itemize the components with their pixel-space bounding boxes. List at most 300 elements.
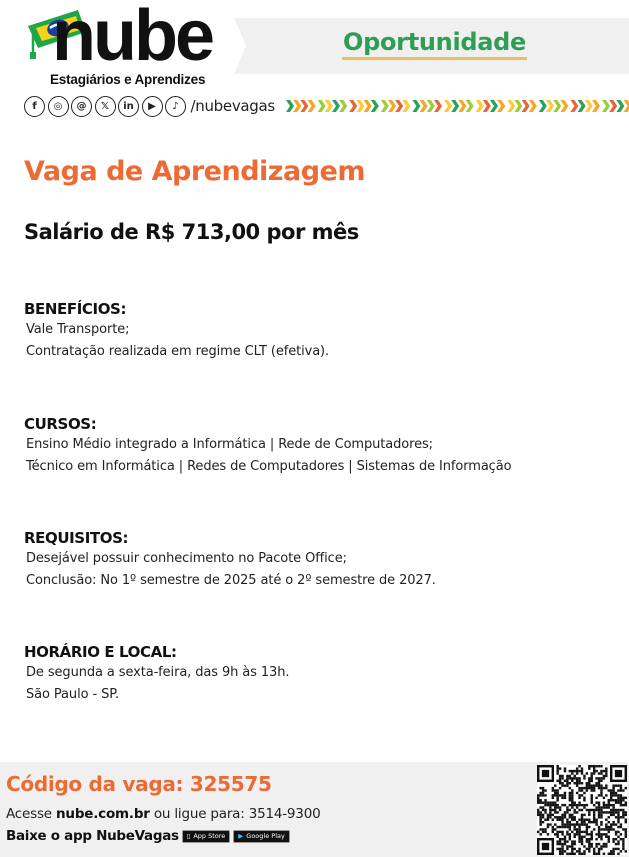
qr-module	[583, 823, 585, 825]
qr-module	[600, 836, 602, 838]
qr-module	[581, 814, 583, 816]
qr-module	[576, 828, 578, 830]
social-handle[interactable]: /nubevagas	[190, 97, 275, 115]
qr-module	[615, 801, 617, 803]
qr-module	[612, 806, 614, 808]
qr-module	[537, 801, 539, 803]
qr-module	[610, 814, 612, 816]
qr-module	[600, 848, 602, 850]
facebook-icon[interactable]: f	[24, 96, 45, 117]
qr-module	[591, 833, 593, 835]
qr-module	[581, 816, 583, 818]
qr-module	[617, 819, 619, 821]
qr-module	[620, 804, 622, 806]
qr-module	[578, 836, 580, 838]
qr-module	[573, 816, 575, 818]
qr-module	[564, 838, 566, 840]
access-info	[6, 806, 320, 822]
qr-module	[552, 831, 554, 833]
chevron-mark	[466, 100, 474, 112]
qr-module	[552, 809, 554, 811]
qr-module	[583, 821, 585, 823]
qr-module	[598, 853, 600, 855]
qr-module	[571, 823, 573, 825]
section-title: BENEFÍCIOS:	[24, 300, 127, 318]
qr-module	[586, 804, 588, 806]
qr-module	[625, 833, 627, 835]
qr-module	[615, 794, 617, 796]
qr-module	[578, 782, 580, 784]
chevron-mark	[592, 100, 600, 112]
chevron-mark	[451, 100, 459, 112]
qr-module	[559, 777, 561, 779]
qr-module	[554, 811, 556, 813]
qr-module	[552, 814, 554, 816]
qr-module	[559, 787, 561, 789]
qr-module	[539, 821, 541, 823]
qr-module	[578, 770, 580, 772]
qr-module	[605, 826, 607, 828]
qr-module	[554, 804, 556, 806]
qr-module	[539, 833, 541, 835]
qr-module	[598, 784, 600, 786]
qr-module	[554, 806, 556, 808]
qr-module	[569, 797, 571, 799]
qr-module	[595, 838, 597, 840]
qr-module	[564, 770, 566, 772]
qr-module	[593, 850, 595, 852]
qr-module	[571, 816, 573, 818]
qr-module	[561, 797, 563, 799]
chevron-mark	[286, 100, 294, 112]
qr-module	[583, 777, 585, 779]
qr-module	[625, 819, 627, 821]
qr-module	[578, 804, 580, 806]
qr-module	[549, 823, 551, 825]
qr-module	[581, 853, 583, 855]
chevron-mark	[395, 100, 403, 112]
qr-module	[598, 780, 600, 782]
qr-module	[537, 799, 539, 801]
qr-module	[547, 833, 549, 835]
qr-module	[571, 814, 573, 816]
qr-module	[593, 789, 595, 791]
qr-module	[573, 843, 575, 845]
qr-module	[571, 780, 573, 782]
qr-module	[598, 848, 600, 850]
qr-module	[573, 782, 575, 784]
qr-module	[542, 806, 544, 808]
qr-module	[591, 789, 593, 791]
qr-module	[600, 838, 602, 840]
qr-module	[571, 797, 573, 799]
chevron-mark	[388, 100, 396, 112]
qr-module	[537, 831, 539, 833]
qr-module	[610, 823, 612, 825]
qr-module	[605, 784, 607, 786]
qr-module	[566, 784, 568, 786]
qr-module	[573, 770, 575, 772]
qr-module	[542, 821, 544, 823]
job-title: Vaga de Aprendizagem	[24, 156, 365, 187]
qr-module	[576, 767, 578, 769]
app-store-badge[interactable]	[182, 830, 231, 843]
qr-module	[547, 804, 549, 806]
qr-module	[552, 826, 554, 828]
qr-module	[566, 821, 568, 823]
section-title: REQUISITOS:	[24, 529, 129, 547]
qr-module	[598, 828, 600, 830]
qr-module	[586, 809, 588, 811]
qr-module	[581, 836, 583, 838]
qr-module	[625, 801, 627, 803]
qr-module	[569, 794, 571, 796]
qr-module	[576, 806, 578, 808]
chevron-mark	[522, 100, 530, 112]
qr-module	[573, 801, 575, 803]
qr-module	[603, 797, 605, 799]
qr-module	[564, 826, 566, 828]
qr-module	[552, 797, 554, 799]
qr-module	[595, 801, 597, 803]
qr-module	[561, 831, 563, 833]
qr-module	[620, 809, 622, 811]
chevron-stripe-decoration	[286, 98, 629, 114]
qr-module	[620, 833, 622, 835]
qr-module	[591, 845, 593, 847]
chevron-mark	[381, 100, 389, 112]
qr-module	[617, 809, 619, 811]
qr-module	[549, 816, 551, 818]
section-title: HORÁRIO E LOCAL:	[24, 643, 177, 661]
instagram-icon[interactable]: ◎	[48, 96, 69, 117]
qr-module	[559, 850, 561, 852]
chevron-mark	[293, 100, 301, 112]
qr-module	[539, 799, 541, 801]
qr-module	[608, 816, 610, 818]
qr-module	[576, 777, 578, 779]
qr-module	[576, 821, 578, 823]
qr-module	[595, 809, 597, 811]
qr-module	[544, 794, 546, 796]
qr-module	[605, 794, 607, 796]
linkedin-icon[interactable]: in	[118, 96, 139, 117]
qr-module	[578, 819, 580, 821]
section-benefits	[24, 299, 329, 363]
x-icon[interactable]: 𝕏	[95, 96, 116, 117]
qr-module	[615, 799, 617, 801]
qr-module	[595, 782, 597, 784]
qr-module	[571, 848, 573, 850]
qr-module	[564, 840, 566, 842]
qr-module	[593, 804, 595, 806]
qr-module	[573, 811, 575, 813]
qr-module	[573, 840, 575, 842]
qr-module	[552, 801, 554, 803]
qr-module	[591, 843, 593, 845]
qr-module	[564, 823, 566, 825]
site-link[interactable]: nube.com.br	[56, 806, 150, 822]
qr-module	[581, 823, 583, 825]
qr-code[interactable]	[537, 765, 627, 855]
qr-module	[571, 777, 573, 779]
chevron-mark	[412, 100, 420, 112]
qr-module	[605, 770, 607, 772]
qr-module	[591, 784, 593, 786]
youtube-icon[interactable]: ▶	[142, 96, 163, 117]
qr-module	[559, 816, 561, 818]
qr-module	[595, 843, 597, 845]
app-download	[6, 828, 290, 844]
qr-module	[561, 853, 563, 855]
qr-module	[612, 840, 614, 842]
qr-module	[610, 828, 612, 830]
qr-module	[571, 843, 573, 845]
qr-module	[569, 814, 571, 816]
qr-module	[625, 836, 627, 838]
qr-module	[620, 826, 622, 828]
qr-module	[573, 804, 575, 806]
qr-module	[588, 843, 590, 845]
qr-module	[593, 770, 595, 772]
qr-module	[588, 833, 590, 835]
qr-module	[578, 789, 580, 791]
app-store-label: App Store	[193, 832, 226, 840]
qr-module	[598, 831, 600, 833]
qr-module	[600, 789, 602, 791]
qr-module	[544, 809, 546, 811]
qr-module	[566, 782, 568, 784]
qr-module	[556, 840, 558, 842]
qr-module	[617, 848, 619, 850]
qr-module	[571, 789, 573, 791]
qr-module	[612, 823, 614, 825]
qr-module	[559, 843, 561, 845]
qr-module	[593, 853, 595, 855]
qr-module	[588, 767, 590, 769]
qr-module	[576, 811, 578, 813]
qr-module	[610, 797, 612, 799]
qr-module	[612, 787, 614, 789]
qr-module	[569, 804, 571, 806]
qr-module	[566, 823, 568, 825]
qr-module	[610, 811, 612, 813]
qr-module	[569, 792, 571, 794]
chevron-mark	[356, 100, 364, 112]
qr-module	[583, 845, 585, 847]
qr-module	[620, 823, 622, 825]
qr-module	[598, 777, 600, 779]
qr-module	[583, 853, 585, 855]
qr-module	[539, 814, 541, 816]
qr-module	[566, 780, 568, 782]
qr-module	[578, 831, 580, 833]
section-schedule-location	[24, 642, 289, 706]
qr-module	[564, 794, 566, 796]
qr-module	[559, 782, 561, 784]
qr-module	[591, 765, 593, 767]
qr-module	[608, 828, 610, 830]
chevron-mark	[578, 100, 586, 112]
qr-module	[598, 794, 600, 796]
google-play-badge[interactable]	[233, 830, 290, 843]
qr-module	[603, 853, 605, 855]
qr-module	[576, 823, 578, 825]
qr-module	[559, 826, 561, 828]
chevron-mark	[371, 100, 379, 112]
qr-module	[571, 850, 573, 852]
qr-module	[561, 794, 563, 796]
footer	[0, 762, 629, 857]
qr-module	[586, 772, 588, 774]
qr-module	[571, 845, 573, 847]
qr-module	[593, 811, 595, 813]
qr-module	[547, 801, 549, 803]
qr-module	[591, 777, 593, 779]
qr-module	[595, 777, 597, 779]
qr-module	[554, 794, 556, 796]
qr-module	[542, 789, 544, 791]
tiktok-icon[interactable]: ♪	[165, 96, 186, 117]
qr-module	[544, 799, 546, 801]
qr-module	[600, 821, 602, 823]
nube-logo	[26, 0, 221, 90]
qr-module	[588, 814, 590, 816]
qr-module	[615, 848, 617, 850]
qr-module	[537, 797, 539, 799]
qr-module	[625, 850, 627, 852]
qr-module	[608, 826, 610, 828]
qr-module	[593, 821, 595, 823]
qr-module	[556, 799, 558, 801]
qr-module	[605, 775, 607, 777]
qr-module	[554, 789, 556, 791]
qr-module	[591, 831, 593, 833]
qr-module	[600, 811, 602, 813]
qr-module	[569, 782, 571, 784]
qr-module	[547, 814, 549, 816]
qr-module	[552, 804, 554, 806]
qr-module	[586, 787, 588, 789]
qr-module	[539, 823, 541, 825]
threads-icon[interactable]: @	[71, 96, 92, 117]
qr-module	[591, 809, 593, 811]
qr-module	[578, 828, 580, 830]
qr-module	[588, 780, 590, 782]
qr-module	[556, 772, 558, 774]
qr-module	[539, 816, 541, 818]
qr-module	[569, 833, 571, 835]
qr-module	[561, 833, 563, 835]
qr-module	[578, 853, 580, 855]
qr-module	[544, 804, 546, 806]
qr-module	[578, 826, 580, 828]
qr-module	[559, 831, 561, 833]
qr-module	[605, 772, 607, 774]
qr-module	[625, 831, 627, 833]
qr-module	[622, 814, 624, 816]
qr-module	[566, 809, 568, 811]
qr-module	[595, 821, 597, 823]
qr-module	[554, 784, 556, 786]
qr-module	[615, 792, 617, 794]
qr-module	[576, 772, 578, 774]
qr-module	[566, 848, 568, 850]
qr-module	[578, 838, 580, 840]
qr-module	[559, 794, 561, 796]
qr-module	[581, 789, 583, 791]
qr-module	[583, 836, 585, 838]
qr-module	[595, 845, 597, 847]
qr-module	[544, 831, 546, 833]
qr-module	[583, 799, 585, 801]
qr-module	[547, 816, 549, 818]
qr-module	[600, 828, 602, 830]
qr-module	[598, 765, 600, 767]
qr-module	[569, 816, 571, 818]
qr-module	[588, 782, 590, 784]
qr-module	[578, 850, 580, 852]
chevron-mark	[609, 100, 617, 112]
google-play-label: Google Play	[246, 832, 285, 840]
qr-module	[591, 821, 593, 823]
qr-module	[605, 845, 607, 847]
qr-module	[586, 782, 588, 784]
qr-module	[564, 804, 566, 806]
qr-module	[603, 845, 605, 847]
qr-module	[612, 828, 614, 830]
qr-module	[537, 794, 539, 796]
qr-module	[600, 823, 602, 825]
qr-module	[566, 811, 568, 813]
qr-module	[605, 836, 607, 838]
banner-title: Oportunidade	[342, 28, 527, 60]
qr-module	[598, 836, 600, 838]
qr-module	[622, 828, 624, 830]
qr-module	[603, 804, 605, 806]
qr-module	[615, 823, 617, 825]
salary: Salário de R$ 713,00 por mês	[24, 220, 359, 244]
qr-module	[610, 789, 612, 791]
qr-module	[556, 833, 558, 835]
qr-module	[603, 811, 605, 813]
qr-module	[605, 823, 607, 825]
qr-module	[552, 828, 554, 830]
qr-module	[608, 806, 610, 808]
qr-module	[610, 809, 612, 811]
qr-module	[620, 794, 622, 796]
qr-module	[615, 809, 617, 811]
qr-module	[593, 784, 595, 786]
qr-module	[622, 811, 624, 813]
qr-module	[583, 806, 585, 808]
qr-module	[605, 811, 607, 813]
qr-module	[581, 831, 583, 833]
qr-module	[598, 804, 600, 806]
qr-module	[547, 819, 549, 821]
qr-module	[561, 816, 563, 818]
section-courses	[24, 414, 511, 478]
qr-module	[573, 823, 575, 825]
qr-module	[622, 797, 624, 799]
qr-module	[588, 777, 590, 779]
qr-module	[600, 777, 602, 779]
qr-module	[603, 843, 605, 845]
qr-module	[615, 833, 617, 835]
qr-module	[583, 787, 585, 789]
qr-module	[591, 836, 593, 838]
qr-module	[542, 801, 544, 803]
